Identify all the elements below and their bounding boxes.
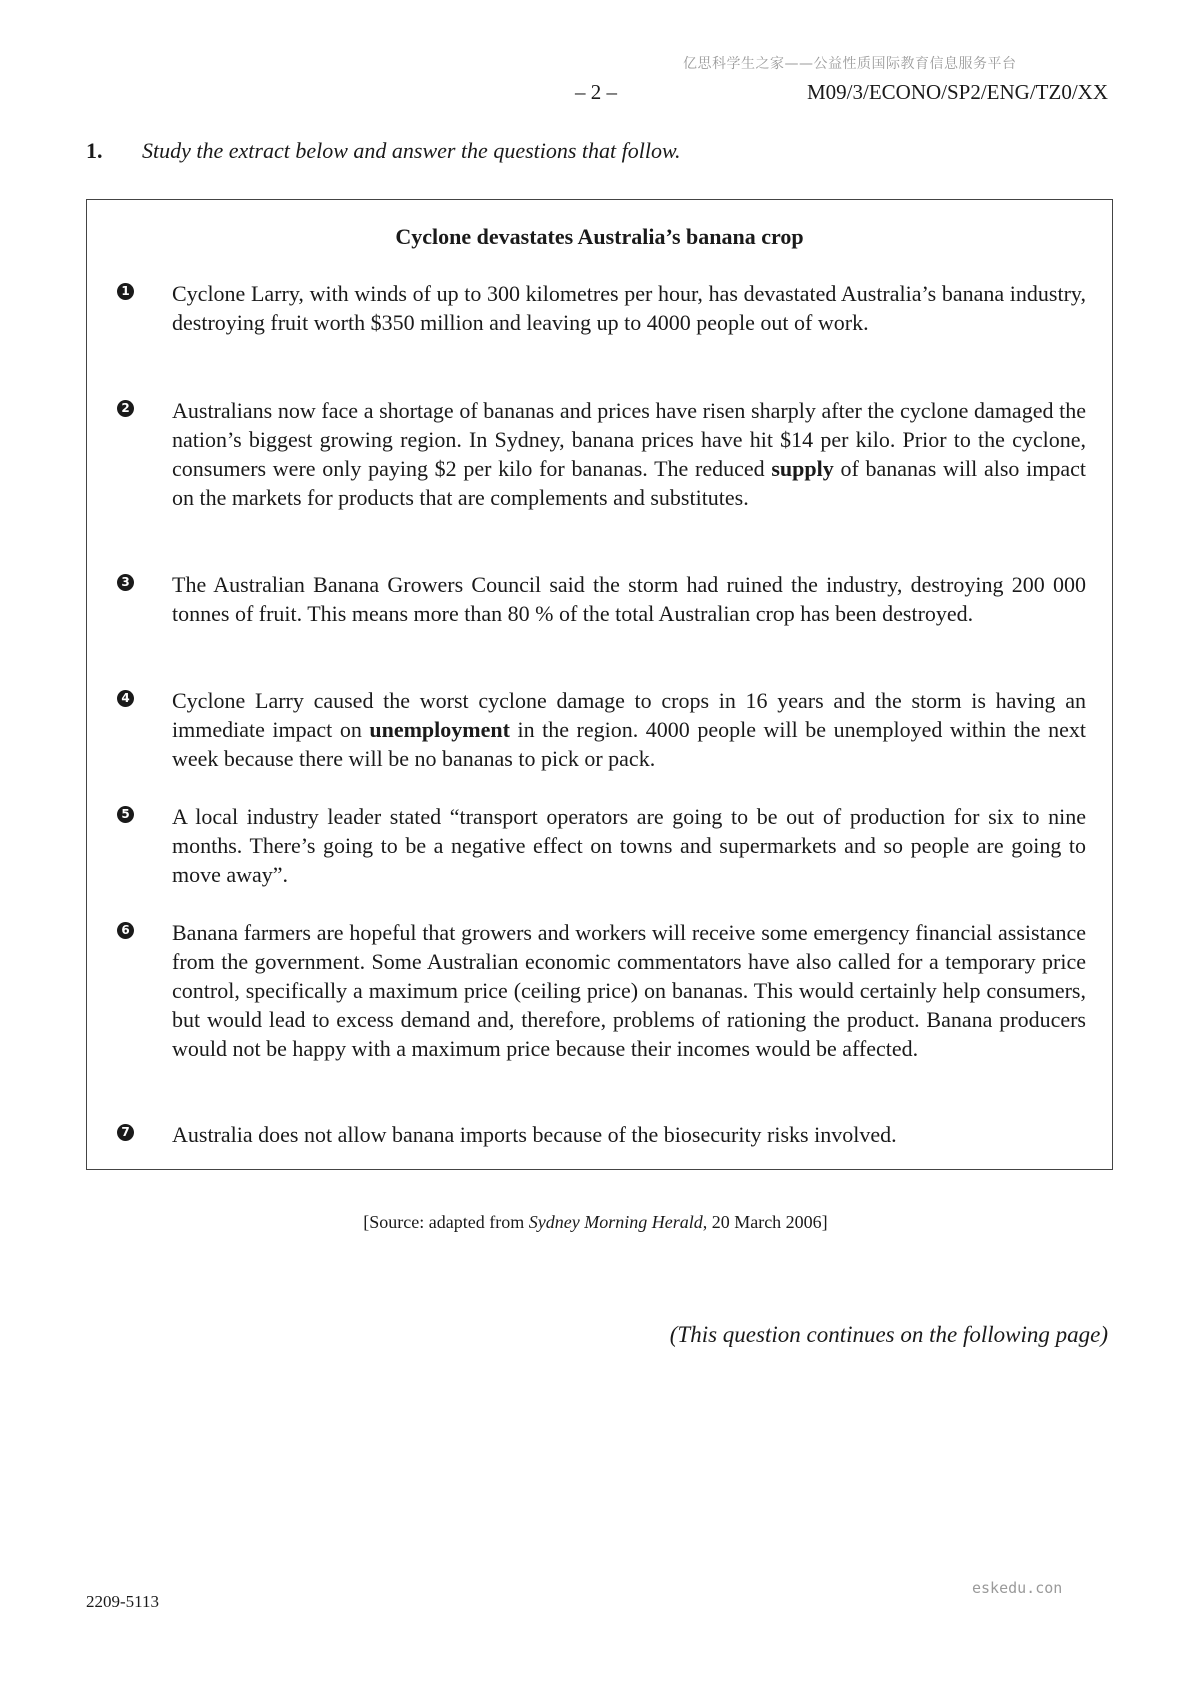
- paragraph-marker-1: 1: [117, 283, 134, 300]
- paragraph-7: Australia does not allow banana imports because of the biosecurity risks involved.: [172, 1122, 897, 1147]
- paragraph-2: [172, 396, 1086, 512]
- paragraph-marker-2: 2: [117, 400, 134, 417]
- question-number: 1.: [86, 138, 103, 163]
- paragraph-6: Banana farmers are hopeful that growers and workers will receive some emergency financial assistance from the government. Some Australian economic commentators have also called for a temporary price control, specifically a maximum price (ceiling price) on bananas. This would certainly help consumers, but would lead to excess demand and, therefore, problems of rationing the product. Banana producers would not be happy with a maximum price because their incomes would be affected.: [172, 920, 1086, 1061]
- document-code: 2209-5113: [86, 1592, 160, 1611]
- watermark-header: 亿思科学生之家——公益性质国际教育信息服务平台: [683, 56, 1017, 72]
- paragraph-4: [172, 686, 1086, 773]
- term-supply: supply: [771, 456, 834, 481]
- paragraph-4-text-after: in the region. 4000 people will be unemployed within the next week because there will be no bananas to pick or pack.: [172, 717, 1086, 771]
- extract-title: Cyclone devastates Australia’s banana crop: [395, 224, 804, 249]
- paragraph-marker-7: 7: [117, 1124, 134, 1141]
- watermark-footer: eskedu.con: [972, 1579, 1063, 1597]
- paragraph-3: The Australian Banana Growers Council said the storm had ruined the industry, destroying 200 000 tonnes of fruit. This means more than 80 % of the total Australian crop has been destroyed.: [172, 572, 1086, 626]
- source-prefix: [Source: adapted from: [363, 1212, 529, 1232]
- paragraph-2-text-before: Australians now face a shortage of bananas and prices have risen sharply after the cyclone damaged the nation’s biggest growing region. In Sydney, banana prices have hit $14 per kilo. Prior to the cyclone, consumers were only paying $2 per kilo for bananas. The reduced: [172, 398, 1086, 481]
- source-suffix: , 20 March 2006]: [702, 1212, 828, 1232]
- paragraph-marker-5: 5: [117, 806, 134, 823]
- term-unemployment: unemployment: [369, 717, 510, 742]
- paragraph-marker-3: 3: [117, 574, 134, 591]
- paper-code: M09/3/ECONO/SP2/ENG/TZ0/XX: [806, 80, 1108, 104]
- continues-note: (This question continues on the following page): [669, 1322, 1108, 1347]
- page-number: – 2 –: [575, 80, 617, 104]
- paragraph-marker-6: 6: [117, 922, 134, 939]
- paragraph-marker-4: 4: [117, 690, 134, 707]
- paragraph-4-text-before: Cyclone Larry caused the worst cyclone damage to crops in 16 years and the storm is having an immediate impact on: [172, 688, 1086, 742]
- source-citation: [0, 1212, 1191, 1233]
- extract-box: [86, 199, 1113, 1170]
- paragraph-5: A local industry leader stated “transport operators are going to be out of production for six to nine months. There’s going to be a negative effect on towns and supermarkets and so people are going to move away”.: [172, 804, 1086, 887]
- paragraph-2-text-after: of bananas will also impact on the markets for products that are complements and substitutes.: [172, 456, 1086, 510]
- source-publication: Sydney Morning Herald: [528, 1212, 703, 1232]
- question-instruction: Study the extract below and answer the questions that follow.: [142, 138, 681, 163]
- paragraph-1: Cyclone Larry, with winds of up to 300 kilometres per hour, has devastated Australia’s banana industry, destroying fruit worth $350 million and leaving up to 4000 people out of work.: [172, 281, 1086, 335]
